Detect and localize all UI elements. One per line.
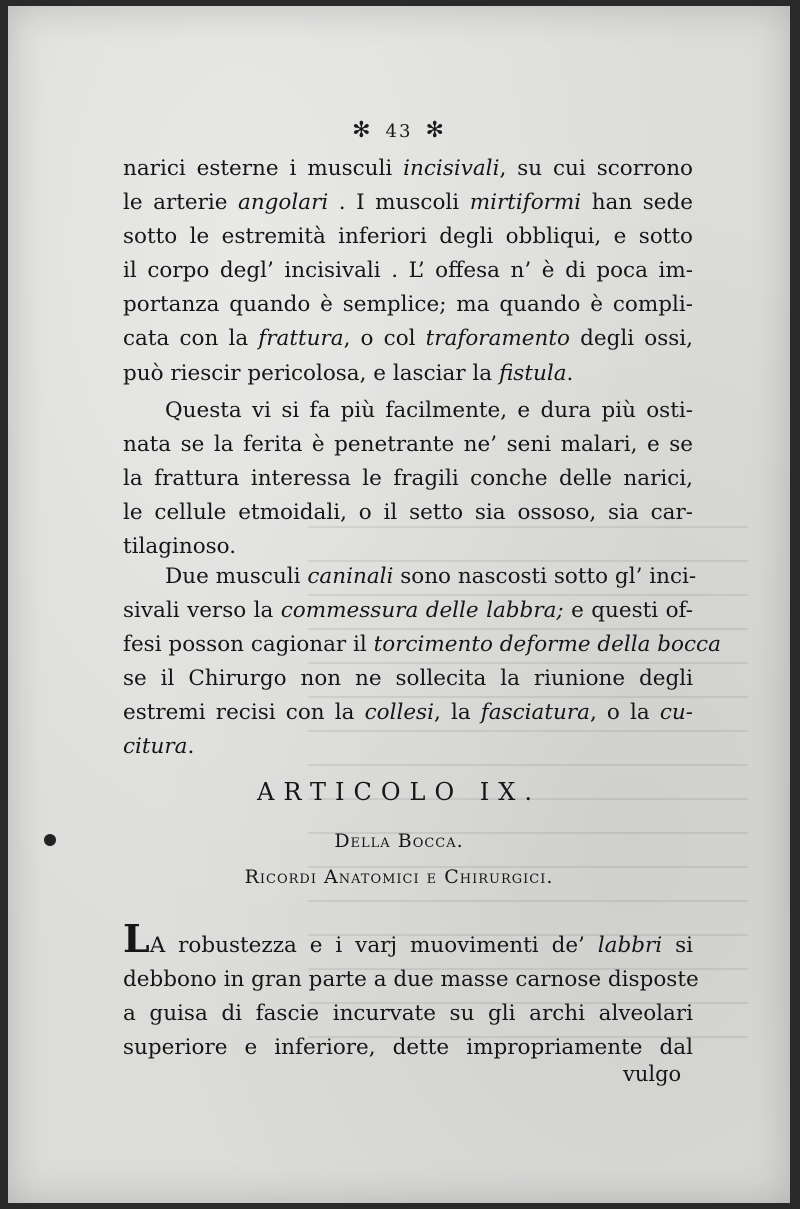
paragraph-2 (123, 394, 693, 564)
ornament-left-icon: ✻ (352, 118, 373, 143)
text-run: , o la (589, 700, 660, 726)
text-run: , o col (343, 326, 426, 352)
italic-run: torcimento deforme della bocca (373, 632, 721, 658)
text-run: . (187, 734, 195, 760)
italic-run: citura (123, 734, 188, 760)
text-line (123, 496, 693, 530)
text-run: le arterie (123, 190, 238, 216)
text-run: Due musculi (165, 564, 308, 589)
text-run: a guisa di fascie incurvate su gli archi alveolari (123, 1001, 693, 1027)
paragraph-body (123, 916, 699, 1065)
text-run: e questi of- (563, 598, 693, 624)
paragraph-body (123, 560, 721, 765)
text-line (123, 394, 693, 428)
text-line (123, 916, 693, 963)
italic-run: labbri (597, 933, 663, 958)
text-run: sivali verso la (123, 598, 281, 624)
italic-run: incisivali (403, 156, 500, 181)
text-run: . (566, 360, 574, 386)
text-line (123, 963, 699, 997)
italic-run: mirtiformi (469, 190, 582, 216)
text-run: degli ossi, (569, 326, 693, 352)
text-run: narici esterne i musculi (123, 156, 404, 181)
text-line (123, 186, 693, 220)
text-line (123, 428, 693, 462)
section-subtitle: Ricordi Anatomici e Chirurgici. (244, 866, 554, 888)
text-run: cata con la (123, 326, 259, 352)
text-run: si (662, 933, 693, 958)
text-run: la frattura interessa le fragili conche delle narici, (123, 466, 693, 492)
italic-run: fistula (498, 360, 567, 386)
text-run: il corpo degl’ incisivali . L’ offesa n’ è di poca im- (123, 258, 693, 284)
text-run: estremi recisi con la (123, 700, 365, 726)
ornament-right-icon: ✻ (425, 118, 446, 143)
text-run: può riescir pericolosa, e lasciar la (123, 360, 499, 386)
paragraph-body (123, 152, 693, 391)
text-run: se il Chirurgo non ne sollecita la riunione degli (123, 666, 693, 692)
text-run: fesi posson cagionar il (123, 632, 374, 658)
text-line (123, 560, 697, 594)
text-run: han sede (581, 190, 693, 216)
text-line (123, 288, 693, 322)
text-run: superiore e inferiore, dette impropriamente dal (123, 1035, 693, 1061)
paragraph-3 (123, 560, 721, 765)
text-line (123, 220, 693, 254)
text-run: sono nascosti sotto gl’ inci- (393, 564, 697, 589)
text-run: sotto le estremità inferiori degli obbliqui, e sotto (123, 224, 693, 250)
text-run: , su cui scorrono (499, 156, 693, 181)
book-page (8, 6, 790, 1203)
catchword: vulgo (623, 1062, 682, 1086)
italic-run: commessura delle labbra; (280, 598, 564, 624)
italic-run: cu- (659, 700, 693, 726)
text-line (123, 254, 693, 288)
text-line (123, 1031, 693, 1065)
text-line (123, 628, 721, 662)
page-header (8, 118, 790, 143)
text-line (123, 357, 693, 391)
article-title: ARTICOLO IX. (257, 778, 541, 806)
text-run: . I muscoli (328, 190, 470, 216)
paragraph-body (123, 394, 693, 564)
text-line (123, 152, 693, 186)
text-run: tilaginoso. (123, 534, 237, 560)
italic-run: angolari (238, 190, 329, 216)
text-line (123, 594, 693, 628)
text-line (123, 322, 693, 356)
italic-run: frattura (258, 326, 344, 352)
text-line (123, 696, 693, 730)
text-run: Questa vi si fa più facilmente, e dura più osti- (165, 398, 693, 423)
text-run: , la (433, 700, 481, 726)
drop-cap: L (123, 916, 150, 961)
text-run: A robustezza e i varj muovimenti de’ (149, 933, 598, 958)
text-run: nata se la ferita è penetrante ne’ seni malari, e se (123, 432, 693, 458)
italic-run: caninali (307, 564, 394, 589)
text-run: debbono in gran parte a due masse carnose disposte (123, 967, 699, 993)
paragraph-4 (123, 916, 699, 1065)
italic-run: traforamento (425, 326, 570, 352)
text-run: portanza quando è semplice; ma quando è compli- (123, 292, 693, 318)
page-number: 43 (385, 121, 413, 142)
text-line (123, 462, 693, 496)
text-line (123, 662, 693, 696)
paragraph-1 (123, 152, 693, 391)
text-line (123, 730, 693, 764)
italic-run: fasciatura (480, 700, 590, 726)
text-run: le cellule etmoidali, o il setto sia ossoso, sia car- (123, 500, 693, 526)
italic-run: collesi (364, 700, 434, 726)
section-title: Della Bocca. (334, 830, 464, 852)
text-line (123, 997, 693, 1031)
